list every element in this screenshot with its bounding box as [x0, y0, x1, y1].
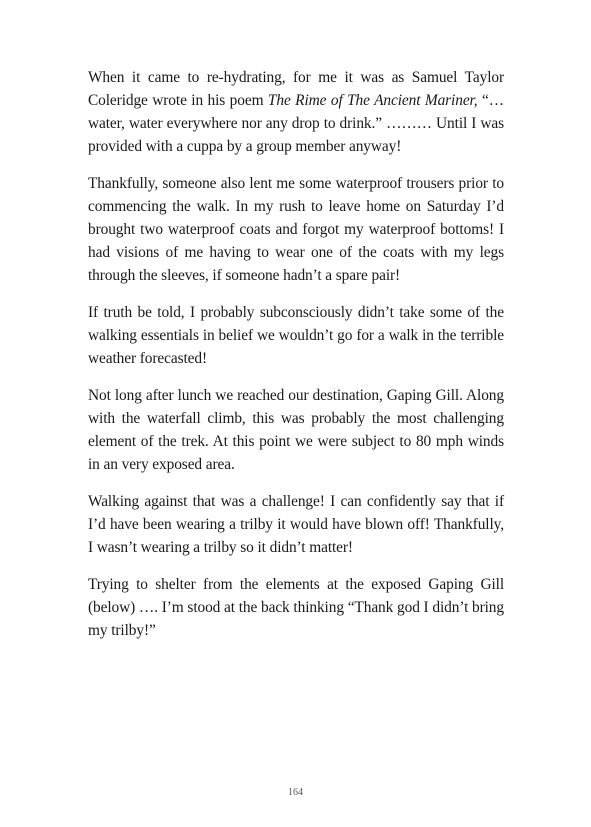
paragraph-rehydrating — [88, 66, 504, 158]
paragraph-text: “…water, water everywhere nor any drop to drink.” ……… Until I was provided with a cuppa by a group member anyway! — [88, 92, 504, 155]
page-number: 164 — [288, 787, 303, 798]
paragraph-walking-essentials: If truth be told, I probably subconsciously didn’t take some of the walking essentials in belief we wouldn’t go for a walk in the terrible weather forecasted! — [88, 304, 504, 367]
paragraph-gaping-gill: Not long after lunch we reached our destination, Gaping Gill. Along with the waterfall climb, this was probably the most challenging element of the trek. At this point we were subject to 80 mph winds in an very exposed area. — [88, 387, 504, 473]
poem-title: The Rime of The Ancient Mariner, — [267, 92, 478, 109]
paragraph-challenge: Walking against that was a challenge! I can confidently say that if I’d have been wearing a trilby it would have blown off! Thankfully, I wasn’t wearing a trilby so it didn’t matter! — [88, 493, 504, 556]
body-text — [88, 66, 504, 656]
paragraph-text: When it came to re-hydrating, for me it was as Samuel Taylor Coleridge wrote in his poem — [88, 69, 504, 109]
paragraph-waterproof-trousers: Thankfully, someone also lent me some waterproof trousers prior to commencing the walk. In my rush to leave home on Saturday I’d brought two waterproof coats and forgot my waterproof bottoms! I had visions of me having to wear one of the coats with my legs through the sleeves, if someone hadn’t a spare pair! — [88, 175, 504, 284]
paragraph-shelter: Trying to shelter from the elements at the exposed Gaping Gill (below) …. I’m stood at the back thinking “Thank god I didn’t bring my trilby!” — [88, 576, 504, 639]
